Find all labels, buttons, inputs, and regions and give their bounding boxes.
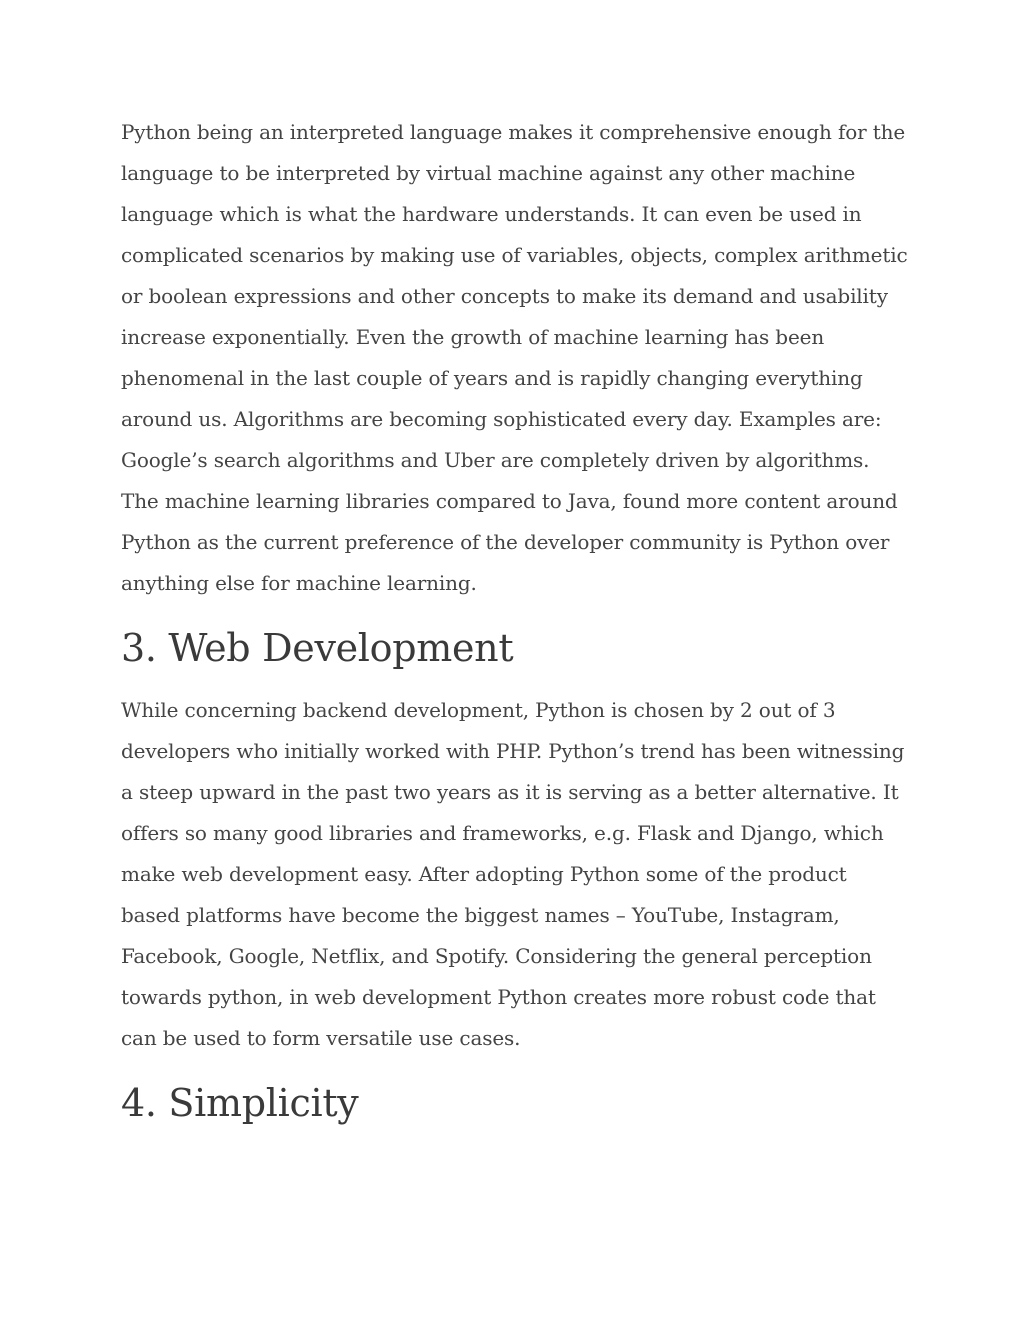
article-body [121,112,911,1145]
heading-simplicity: 4. Simplicity [121,1081,359,1125]
paragraph-machine-learning: Python being an interpreted language makes it comprehensive enough for the language to be interpreted by virtual machine against any other machine language which is what the hardware understands. It can even be used in complicated scenarios by making use of variables, objects, complex arithmetic or boolean expressions and other concepts to make its demand and usability increase exponentially. Even the growth of machine learning has been phenomenal in the last couple of years and is rapidly changing everything around us. Algorithms are becoming sophisticated every day. Examples are: Google’s search algorithms and Uber are completely driven by algorithms. The machine learning libraries compared to Java, found more content around Python as the current preference of the developer community is Python over anything else for machine learning. [121,120,908,595]
paragraph-web-development: While concerning backend development, Python is chosen by 2 out of 3 developers who initially worked with PHP. Python’s trend has been witnessing a steep upward in the past two years as it is serving as a better alternative. It offers so many good libraries and frameworks, e.g. Flask and Django, which make web development easy. After adopting Python some of the product based platforms have become the biggest names – YouTube, Instagram, Facebook, Google, Netflix, and Spotify. Considering the general perception towards python, in web development Python creates more robust code that can be used to form versatile use cases. [121,698,905,1050]
heading-web-development: 3. Web Development [121,626,514,670]
